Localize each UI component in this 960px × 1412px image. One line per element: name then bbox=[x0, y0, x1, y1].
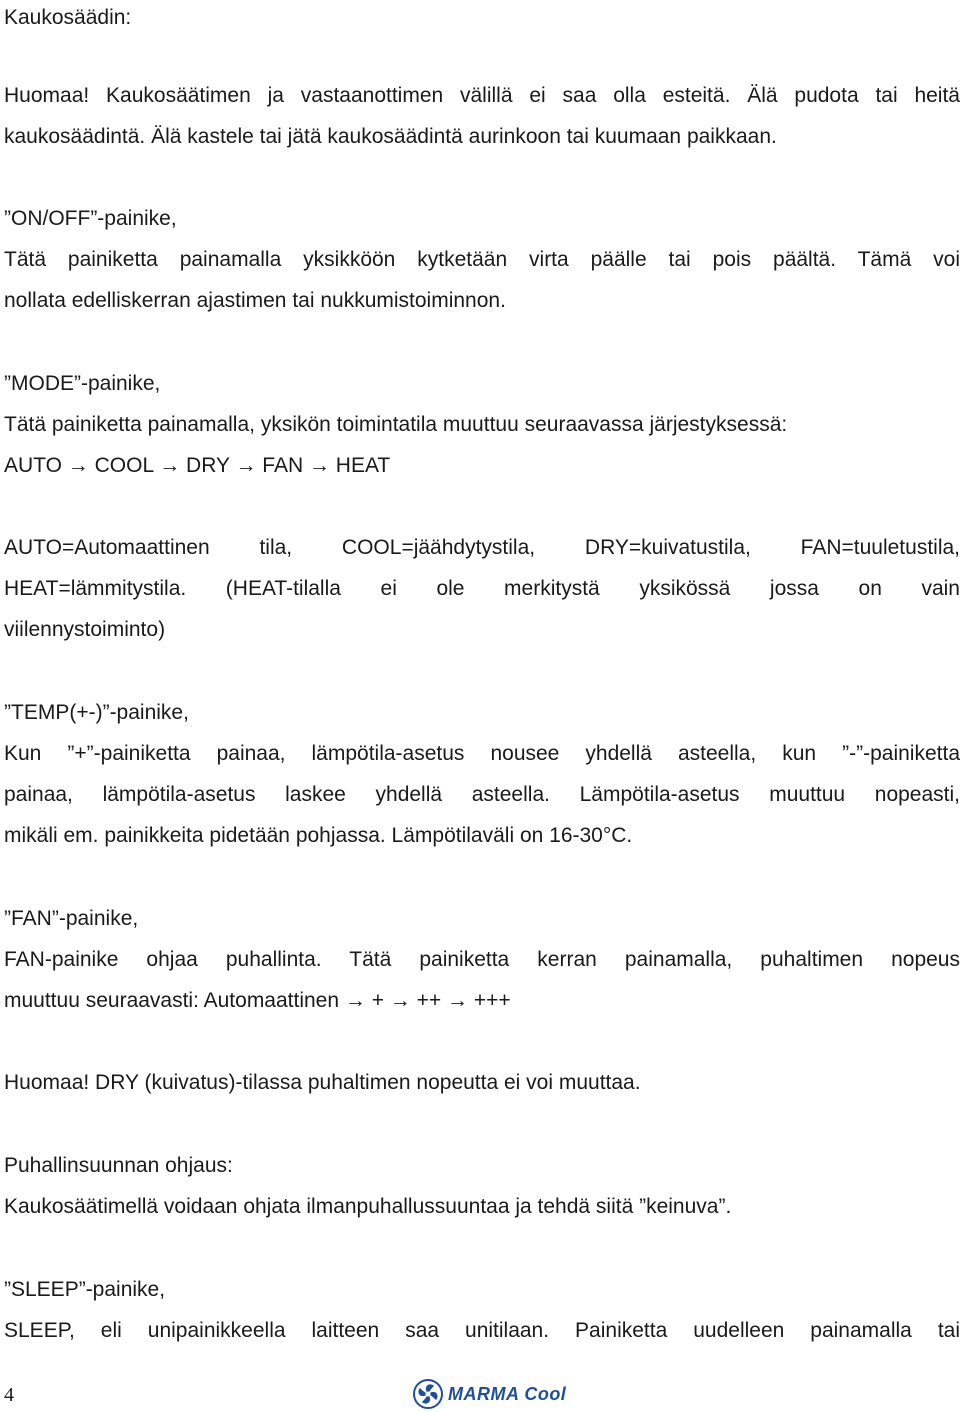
mode-definitions-line-1: AUTO=Automaattinen tila, COOL=jäähdytystila, DRY=kuivatustila, FAN=tuuletustila, bbox=[4, 536, 960, 559]
heading-sleep: ”SLEEP”-painike, bbox=[4, 1278, 166, 1301]
logo-text: MARMA Cool bbox=[448, 1383, 567, 1404]
mode-text-line-1: Tätä painiketta painamalla, yksikön toimintatila muuttuu seuraavassa järjestyksessä: bbox=[4, 413, 788, 436]
mode-definitions-line-3: viilennystoiminto) bbox=[4, 618, 166, 641]
mode-sequence: AUTO → COOL → DRY → FAN → HEAT bbox=[4, 454, 391, 477]
temp-text-line-2: painaa, lämpötila-asetus laskee yhdellä asteella. Lämpötila-asetus muuttuu nopeasti, bbox=[4, 783, 960, 806]
fan-text-line-1: FAN-painike ohjaa puhallinta. Tätä painiketta kerran painamalla, puhaltimen nopeus bbox=[4, 948, 960, 971]
warning-text-line-1: Huomaa! Kaukosäätimen ja vastaanottimen välillä ei saa olla esteitä. Älä pudota tai heitä bbox=[4, 84, 960, 107]
mode-definitions-line-2: HEAT=lämmitystila. (HEAT-tilalla ei ole merkitystä yksikössä jossa on vain bbox=[4, 577, 960, 600]
fan-swirl-icon bbox=[412, 1378, 444, 1410]
airflow-text: Kaukosäätimellä voidaan ohjata ilmanpuhallussuuntaa ja tehdä siitä ”keinuva”. bbox=[4, 1195, 732, 1218]
heading-on-off: ”ON/OFF”-painike, bbox=[4, 207, 177, 230]
heading-mode: ”MODE”-painike, bbox=[4, 372, 161, 395]
heading-temp: ”TEMP(+-)”-painike, bbox=[4, 701, 189, 724]
on-off-text-line-1: Tätä painiketta painamalla yksikköön kytketään virta päälle tai pois päältä. Tämä voi bbox=[4, 248, 960, 271]
temp-text-line-3: mikäli em. painikkeita pidetään pohjassa. Lämpötilaväli on 16-30°C. bbox=[4, 824, 633, 847]
temp-text-line-1: Kun ”+”-painiketta painaa, lämpötila-asetus nousee yhdellä asteella, kun ”-”-painiketta bbox=[4, 742, 960, 765]
page-number: 4 bbox=[4, 1384, 14, 1406]
section-title-remote: Kaukosäädin: bbox=[4, 6, 132, 29]
heading-airflow: Puhallinsuunnan ohjaus: bbox=[4, 1154, 233, 1177]
note-dry: Huomaa! DRY (kuivatus)-tilassa puhaltimen nopeutta ei voi muuttaa. bbox=[4, 1071, 641, 1094]
on-off-text-line-2: nollata edelliskerran ajastimen tai nukkumistoiminnon. bbox=[4, 289, 506, 312]
brand-logo bbox=[412, 1378, 566, 1410]
warning-text-line-2: kaukosäädintä. Älä kastele tai jätä kaukosäädintä aurinkoon tai kuumaan paikkaan. bbox=[4, 125, 777, 148]
sleep-text-line-1: SLEEP, eli unipainikkeella laitteen saa unitilaan. Painiketta uudelleen painamalla tai bbox=[4, 1319, 960, 1342]
heading-fan: ”FAN”-painike, bbox=[4, 907, 139, 930]
fan-text-line-2: muuttuu seuraavasti: Automaattinen → + → ++ → +++ bbox=[4, 989, 511, 1012]
